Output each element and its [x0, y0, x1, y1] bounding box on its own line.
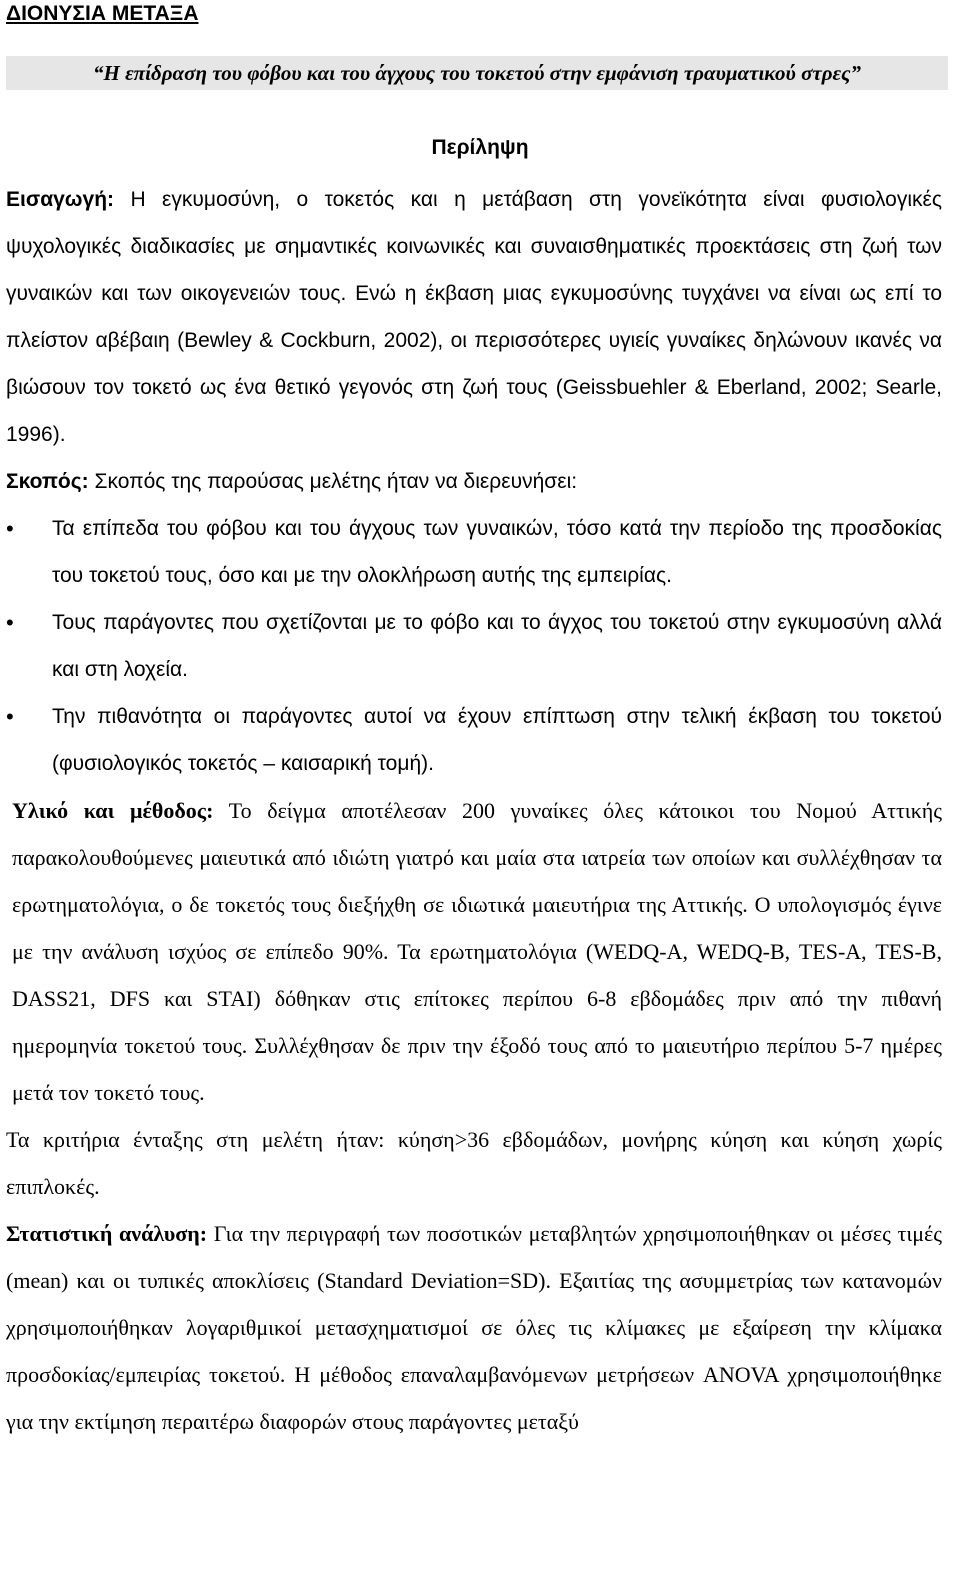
methods-text: Το δείγμα αποτέλεσαν 200 γυναίκες όλες κάτοικοι του Νομού Αττικής παρακολουθούμενες μαιευτικά από ιδιώτη γιατρό και μαία στα ιατρεία των οποίων και συλλέχθησαν τα ερωτηματολόγια, ο δε τοκετός τους διεξήχθη σε ιδιωτικά μαιευτήρια της Αττικής. Ο υπολογισμός έγινε με την ανάλυση ισχύος σε επίπεδο 90%. Τα ερωτηματολόγια (WEDQ-A, WEDQ-B, TES-A, TES-B, DASS21, DFS και STAI) δόθηκαν στις επίτοκες περίπου 6-8 εβδομάδες πριν από την πιθανή ημερομηνία τοκετού τους. Συλλέχθησαν δε πριν την έξοδό τους από το μαιευτήριο περίπου 5-7 ημέρες μετά τον τοκετό τους. — [12, 798, 943, 1105]
criteria-paragraph: Τα κριτήρια ένταξης στη μελέτη ήταν: κύηση>36 εβδομάδων, μονήρης κύηση και κύηση χωρίς επιπλοκές. — [6, 1127, 942, 1199]
list-item: • Την πιθανότητα οι παράγοντες αυτοί να έχουν επίπτωση στην τελική έκβαση του τοκετού (φυσιολογικός τοκετός – καισαρική τομή). — [6, 693, 942, 787]
list-item: • Τα επίπεδα του φόβου και του άγχους των γυναικών, τόσο κατά την περίοδο της προσδοκίας του τοκετού τους, όσο και με την ολοκλήρωση αυτής της εμπειρίας. — [6, 505, 942, 599]
aim-text: Σκοπός της παρούσας μελέτης ήταν να διερευνήσει: — [88, 470, 578, 493]
summary-heading: Περίληψη — [431, 136, 529, 159]
aim-paragraph — [6, 458, 942, 505]
document-title: “Η επίδραση του φόβου και του άγχους του τοκετού στην εμφάνιση τραυματικού στρες” — [92, 61, 862, 85]
aim-bullet-list — [6, 505, 942, 787]
methods-paragraph — [6, 787, 942, 1116]
abstract-body — [6, 176, 942, 1445]
methods-label: Υλικό και μέθοδος: — [12, 798, 214, 823]
stats-label: Στατιστική ανάλυση: — [6, 1221, 208, 1246]
stats-text: Για την περιγραφή των ποσοτικών μεταβλητών χρησιμοποιήθηκαν οι μέσες τιμές (mean) και οι τυπικές αποκλίσεις (Standard Deviation=SD). Εξαιτίας της ασυμμετρίας των κατανομών χρησιμοποιήθηκαν λογαριθμικοί μετασχηματισμοί σε όλες τις κλίμακες με εξαίρεση την κλίμακα προσδοκίας/εμπειρίας τοκετού. Η μέθοδος επαναλαμβανόμενων μετρήσεων ANOVA χρησιμοποιήθηκε για την εκτίμηση περαιτέρω διαφορών στους παράγοντες μεταξύ — [6, 1221, 942, 1434]
intro-label: Εισαγωγή: — [6, 188, 115, 211]
intro-text: Η εγκυμοσύνη, ο τοκετός και η μετάβαση στη γονεϊκότητα είναι φυσιολογικές ψυχολογικές διαδικασίες με σημαντικές κοινωνικές και συναισθηματικές προεκτάσεις στη ζωή των γυναικών και των οικογενειών τους. Ενώ η έκβαση μιας εγκυμοσύνης τυγχάνει να είναι ως επί το πλείστον αβέβαιη (Bewley & Cockburn, 2002), οι περισσότερες υγιείς γυναίκες δηλώνουν ικανές να βιώσουν τον τοκετό ως ένα θετικό γεγονός στη ζωή τους (Geissbuehler & Eberland, 2002; Searle, 1996). — [6, 188, 942, 446]
stats-paragraph — [6, 1210, 942, 1445]
list-item: • Τους παράγοντες που σχετίζονται με το φόβο και το άγχος του τοκετού στην εγκυμοσύνη αλλά και στη λοχεία. — [6, 599, 942, 693]
intro-paragraph — [6, 176, 942, 458]
aim-label: Σκοπός: — [6, 470, 89, 493]
author-name: ΔΙΟΝΥΣΙΑ ΜΕΤΑΞΑ — [6, 2, 199, 25]
